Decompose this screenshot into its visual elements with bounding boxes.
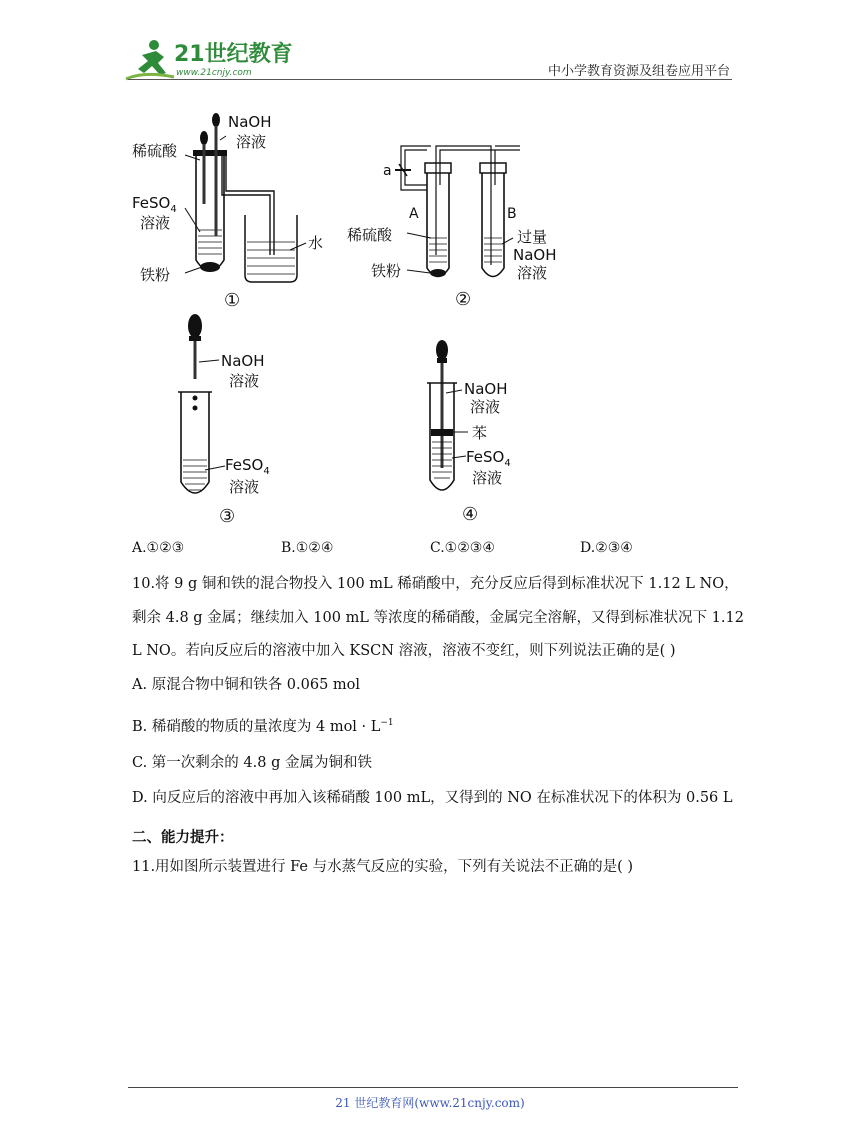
label-feso4: FeSO$_4$ — [466, 448, 511, 469]
diagram-1-number: ① — [224, 290, 241, 311]
label-feso4-solution: 溶液 — [140, 214, 171, 232]
diagram-4 — [420, 338, 540, 532]
dropper-naoh — [436, 340, 448, 468]
label-benzene: 苯 — [472, 424, 488, 442]
header-divider — [128, 79, 732, 80]
label-naoh: NaOH — [228, 113, 272, 131]
label-feso4: FeSO$_4$ — [225, 456, 270, 477]
header-tagline: 中小学教育资源及组卷应用平台 — [547, 64, 730, 79]
diagram-4-number: ④ — [462, 504, 479, 525]
diagram-2 — [345, 130, 585, 314]
beaker — [245, 215, 297, 282]
dropper-naoh — [188, 314, 202, 379]
diagram-3-number: ③ — [219, 506, 236, 527]
label-dilute-acid: 稀硫酸 — [132, 142, 178, 160]
label-tube-b: B — [507, 206, 517, 222]
label-naoh-solution: 溶液 — [229, 372, 260, 390]
label-clamp-a: a — [383, 163, 392, 179]
label-naoh: NaOH — [221, 352, 265, 370]
label-feso4-solution: 溶液 — [229, 478, 260, 496]
label-iron-powder: 铁粉 — [371, 262, 402, 280]
label-dilute-acid: 稀硫酸 — [347, 226, 393, 244]
q9-option-b: B.①②④ — [281, 540, 334, 556]
q10-option-c: C. 第一次剩余的 4.8 g 金属为铜和铁 — [132, 755, 372, 771]
footer-link[interactable]: 21 世纪教育网(www.21cnjy.com) — [335, 1096, 525, 1110]
diagram-1 — [130, 110, 340, 319]
label-naoh-solution: 溶液 — [236, 133, 267, 151]
label-naoh-solution: 溶液 — [470, 398, 501, 416]
benzene-layer — [431, 429, 453, 436]
diagram-2-number: ② — [455, 289, 472, 310]
q10-stem-line-1: 10.将 9 g 铜和铁的混合物投入 100 mL 稀硝酸中，充分反应后得到标准状况下 1.12 L NO， — [132, 576, 739, 592]
label-feso4-solution: 溶液 — [472, 469, 503, 487]
label-naoh-solution: 溶液 — [517, 264, 548, 282]
q10-option-a: A. 原混合物中铜和铁各 0.065 mol — [132, 677, 361, 693]
q10-stem-line-2: 剩余 4.8 g 金属；继续加入 100 mL 等浓度的稀硝酸，金属完全溶解，又得到标准状况下 1.12 — [132, 610, 744, 626]
label-iron-powder: 铁粉 — [140, 266, 171, 284]
label-excess: 过量 — [517, 228, 548, 246]
q10-stem-line-3: L NO。若向反应后的溶液中加入 KSCN 溶液，溶液不变红，则下列说法正确的是( ) — [132, 643, 676, 659]
q11-stem: 11.用如图所示装置进行 Fe 与水蒸气反应的实验，下列有关说法不正确的是( ) — [132, 859, 634, 875]
runner-icon — [126, 40, 174, 79]
clamp-a — [395, 164, 411, 176]
diagram-3 — [175, 312, 295, 531]
label-feso4: FeSO$_4$ — [132, 194, 177, 215]
iron-powder — [200, 262, 220, 272]
dropper-naoh — [212, 113, 220, 236]
q10-option-b: B. 稀硝酸的物质的量浓度为 4 mol · $L^{-1}$ — [132, 718, 394, 735]
logo-url: www.21cnjy.com — [176, 68, 252, 78]
q9-option-a: A.①②③ — [132, 540, 185, 556]
tube-a — [427, 173, 449, 277]
dropper-acid — [200, 131, 208, 204]
q9-option-c: C.①②③④ — [430, 540, 495, 556]
q9-option-d: D.②③④ — [580, 540, 633, 556]
label-naoh: NaOH — [464, 380, 508, 398]
site-logo — [124, 33, 304, 81]
q10-option-d: D. 向反应后的溶液中再加入该稀硝酸 100 mL，又得到的 NO 在标准状况下的体积为 0.56 L — [132, 790, 733, 806]
tube-b — [482, 173, 504, 277]
label-water: 水 — [308, 234, 324, 252]
footer-divider — [128, 1087, 738, 1088]
logo-text: 21世纪教育 — [174, 42, 293, 67]
label-tube-a: A — [409, 206, 419, 222]
section-title: 二、能力提升： — [132, 830, 234, 846]
label-naoh: NaOH — [513, 246, 557, 264]
